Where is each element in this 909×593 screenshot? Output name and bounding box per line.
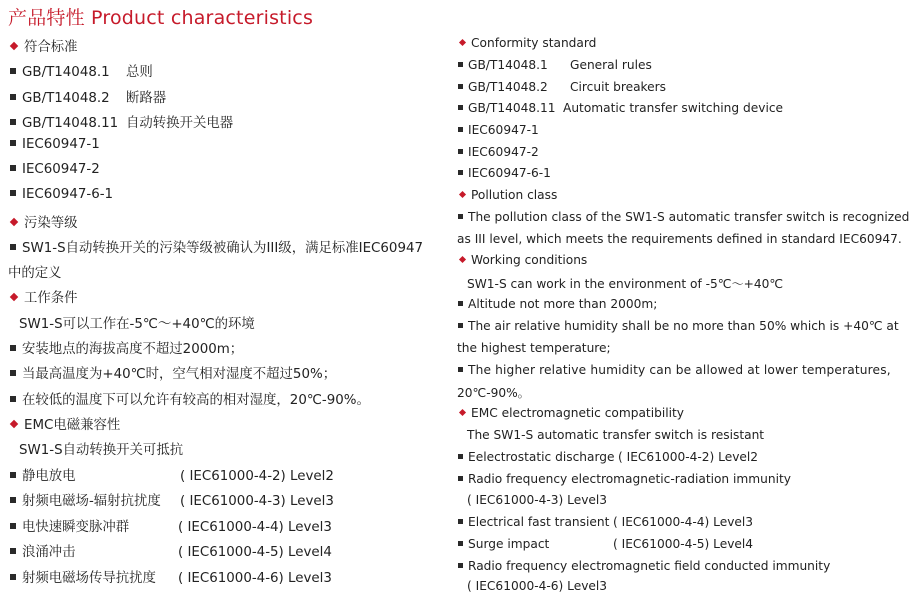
square-bullet-icon (10, 190, 16, 196)
standard-code: IEC60947-6-1 (468, 166, 551, 180)
list-item (8, 338, 243, 357)
square-bullet-icon (458, 563, 463, 568)
emc-item-name: 浪涌冲击 (22, 545, 76, 560)
list-item (457, 166, 551, 180)
section-heading: Pollution class (471, 188, 558, 202)
section-heading: 工作条件 (24, 291, 78, 306)
square-bullet-icon (458, 62, 463, 67)
section-heading: EMC电磁兼容性 (24, 418, 121, 433)
list-item (8, 61, 153, 80)
list-item (457, 80, 666, 94)
list-item (457, 319, 899, 333)
standard-code: IEC60947-6-1 (22, 187, 114, 202)
square-bullet-icon (10, 497, 16, 503)
emc-item-name: 电快速瞬变脉冲群 (22, 520, 130, 535)
square-bullet-icon (458, 214, 463, 219)
square-bullet-icon (458, 519, 463, 524)
emc-item-name: Radio frequency electromagnetic field conducted immunity (468, 559, 831, 573)
square-bullet-icon (10, 94, 16, 100)
square-bullet-icon (10, 140, 16, 146)
list-item (8, 87, 166, 106)
section-conformity-zh (8, 36, 78, 55)
emc-item-name: Surge impact (468, 537, 550, 551)
red-diamond-icon (459, 191, 466, 198)
red-diamond-icon (459, 256, 466, 263)
standard-code: IEC60947-1 (468, 123, 539, 137)
standard-name: 自动转换开关电器 (126, 116, 234, 131)
working-item: 安装地点的海拔高度不超过2000m； (22, 342, 244, 357)
list-item (457, 145, 539, 159)
square-bullet-icon (458, 476, 463, 481)
paragraph-line (457, 232, 902, 246)
section-heading: EMC electromagnetic compatibility (471, 406, 684, 420)
list-item (8, 363, 336, 382)
list-item (8, 567, 332, 586)
standard-name: Circuit breakers (570, 80, 667, 94)
pollution-text-cont: as III level, which meets the requirements defined in standard IEC60947. (457, 232, 902, 246)
pollution-text-cont: 中的定义 (8, 266, 62, 281)
square-bullet-icon (458, 323, 463, 328)
list-item (8, 490, 334, 509)
emc-item-name: Radio frequency electromagnetic-radiation immunity (468, 472, 791, 486)
working-item: 当最高温度为+40℃时，空气相对湿度不超过50%； (22, 367, 337, 382)
section-pollution-zh (8, 212, 78, 231)
square-bullet-icon (458, 301, 463, 306)
list-item (8, 162, 100, 177)
section-pollution-en (457, 188, 557, 202)
emc-item-std: ( IEC61000-4-2) Level2 (180, 469, 334, 484)
list-item (457, 515, 753, 529)
square-bullet-icon (10, 165, 16, 171)
paragraph-line (457, 428, 764, 442)
emc-item-std: ( IEC61000-4-6) Level3 (178, 571, 332, 586)
paragraph-line (457, 579, 607, 593)
list-item (8, 465, 334, 484)
emc-item-std: ( IEC61000-4-2) Level2 (618, 450, 759, 464)
pollution-text: SW1-S自动转换开关的污染等级被确认为III级，满足标准IEC60947 (22, 241, 423, 256)
working-item-cont: the highest temperature; (457, 341, 611, 355)
standard-name: Automatic transfer switching device (563, 101, 784, 115)
paragraph-line (457, 384, 530, 401)
red-diamond-icon (10, 42, 18, 50)
standard-code: GB/T14048.1 (468, 58, 548, 72)
list-item (457, 297, 657, 311)
square-bullet-icon (458, 84, 463, 89)
list-item (457, 559, 830, 573)
paragraph-line (457, 210, 909, 224)
working-item: Altitude not more than 2000m; (468, 297, 658, 311)
list-item (457, 101, 783, 115)
square-bullet-icon (458, 367, 463, 372)
emc-item-std: ( IEC61000-4-4) Level3 (178, 520, 332, 535)
standard-code: GB/T14048.2 (468, 80, 548, 94)
emc-item-name: Electrical fast transient (468, 515, 610, 529)
working-item: The higher relative humidity can be allowed at lower temperatures, (468, 363, 891, 377)
section-conformity-en (457, 36, 596, 50)
red-diamond-icon (459, 409, 466, 416)
emc-item-name: 射频电磁场-辐射抗扰度 (22, 494, 161, 509)
emc-intro: SW1-S自动转换开关可抵抗 (19, 443, 184, 458)
list-item (457, 363, 891, 377)
section-working-zh (8, 287, 78, 306)
emc-item-std: ( IEC61000-4-6) Level3 (467, 579, 608, 593)
working-item-cont: 20℃-90%。 (457, 386, 530, 400)
paragraph-line (8, 262, 62, 281)
working-item: 在较低的温度下可以允许有较高的相对湿度，20℃-90%。 (22, 393, 370, 408)
red-diamond-icon (10, 218, 18, 226)
list-item (8, 516, 332, 535)
section-heading: 污染等级 (24, 216, 78, 231)
list-item (457, 450, 758, 464)
emc-intro: The SW1-S automatic transfer switch is resistant (467, 428, 765, 442)
standard-code: IEC60947-2 (468, 145, 539, 159)
square-bullet-icon (458, 541, 463, 546)
page-title: 产品特性 Product characteristics (8, 7, 314, 29)
emc-item-std: ( IEC61000-4-5) Level4 (613, 537, 754, 551)
section-emc-en (457, 406, 684, 420)
list-item (457, 123, 539, 137)
red-diamond-icon (10, 420, 18, 428)
list-item (457, 472, 791, 486)
working-intro: SW1-S can work in the environment of -5℃～+40℃ (467, 277, 784, 291)
square-bullet-icon (458, 149, 463, 154)
section-heading: 符合标准 (24, 40, 78, 55)
red-diamond-icon (459, 39, 466, 46)
red-diamond-icon (10, 293, 18, 301)
section-heading: Working conditions (471, 253, 588, 267)
square-bullet-icon (10, 370, 16, 376)
list-item (8, 112, 233, 131)
standard-name: General rules (570, 58, 652, 72)
paragraph-line (457, 275, 783, 292)
standard-name: 总则 (126, 65, 153, 80)
list-item (8, 137, 100, 152)
paragraph-line (8, 439, 183, 458)
standard-code: IEC60947-1 (22, 137, 100, 152)
list-item (8, 187, 113, 202)
emc-item-name: 射频电磁场传导抗扰度 (22, 571, 156, 586)
standard-code: GB/T14048.2 (22, 91, 110, 106)
list-item (457, 58, 652, 72)
section-emc-zh (8, 414, 120, 433)
square-bullet-icon (10, 472, 16, 478)
square-bullet-icon (10, 244, 16, 250)
square-bullet-icon (10, 68, 16, 74)
standard-code: GB/T14048.11 (22, 116, 119, 131)
square-bullet-icon (10, 396, 16, 402)
square-bullet-icon (10, 548, 16, 554)
square-bullet-icon (458, 170, 463, 175)
section-working-en (457, 253, 587, 267)
paragraph-line (8, 237, 423, 256)
paragraph-line (457, 493, 607, 507)
emc-item-name: Eelectrostatic discharge (468, 450, 615, 464)
square-bullet-icon (10, 523, 16, 529)
square-bullet-icon (458, 105, 463, 110)
square-bullet-icon (10, 345, 16, 351)
emc-item-std: ( IEC61000-4-3) Level3 (180, 494, 334, 509)
emc-item-std: ( IEC61000-4-4) Level3 (613, 515, 754, 529)
section-heading: Conformity standard (471, 36, 597, 50)
standard-code: GB/T14048.11 (468, 101, 556, 115)
list-item (8, 389, 370, 408)
standard-code: IEC60947-2 (22, 162, 100, 177)
working-intro: SW1-S可以工作在-5℃～+40℃的环境 (19, 317, 255, 332)
pollution-text: The pollution class of the SW1-S automatic transfer switch is recognized (468, 210, 909, 224)
paragraph-line (457, 341, 611, 355)
list-item (457, 537, 753, 551)
square-bullet-icon (10, 574, 16, 580)
working-item: The air relative humidity shall be no more than 50% which is +40℃ at (468, 319, 899, 333)
square-bullet-icon (458, 454, 463, 459)
emc-item-std: ( IEC61000-4-5) Level4 (178, 545, 332, 560)
emc-item-std: ( IEC61000-4-3) Level3 (467, 493, 608, 507)
emc-item-name: 静电放电 (22, 469, 76, 484)
list-item (8, 541, 332, 560)
standard-code: GB/T14048.1 (22, 65, 110, 80)
square-bullet-icon (458, 127, 463, 132)
paragraph-line (8, 313, 255, 332)
standard-name: 断路器 (126, 91, 167, 106)
square-bullet-icon (10, 119, 16, 125)
